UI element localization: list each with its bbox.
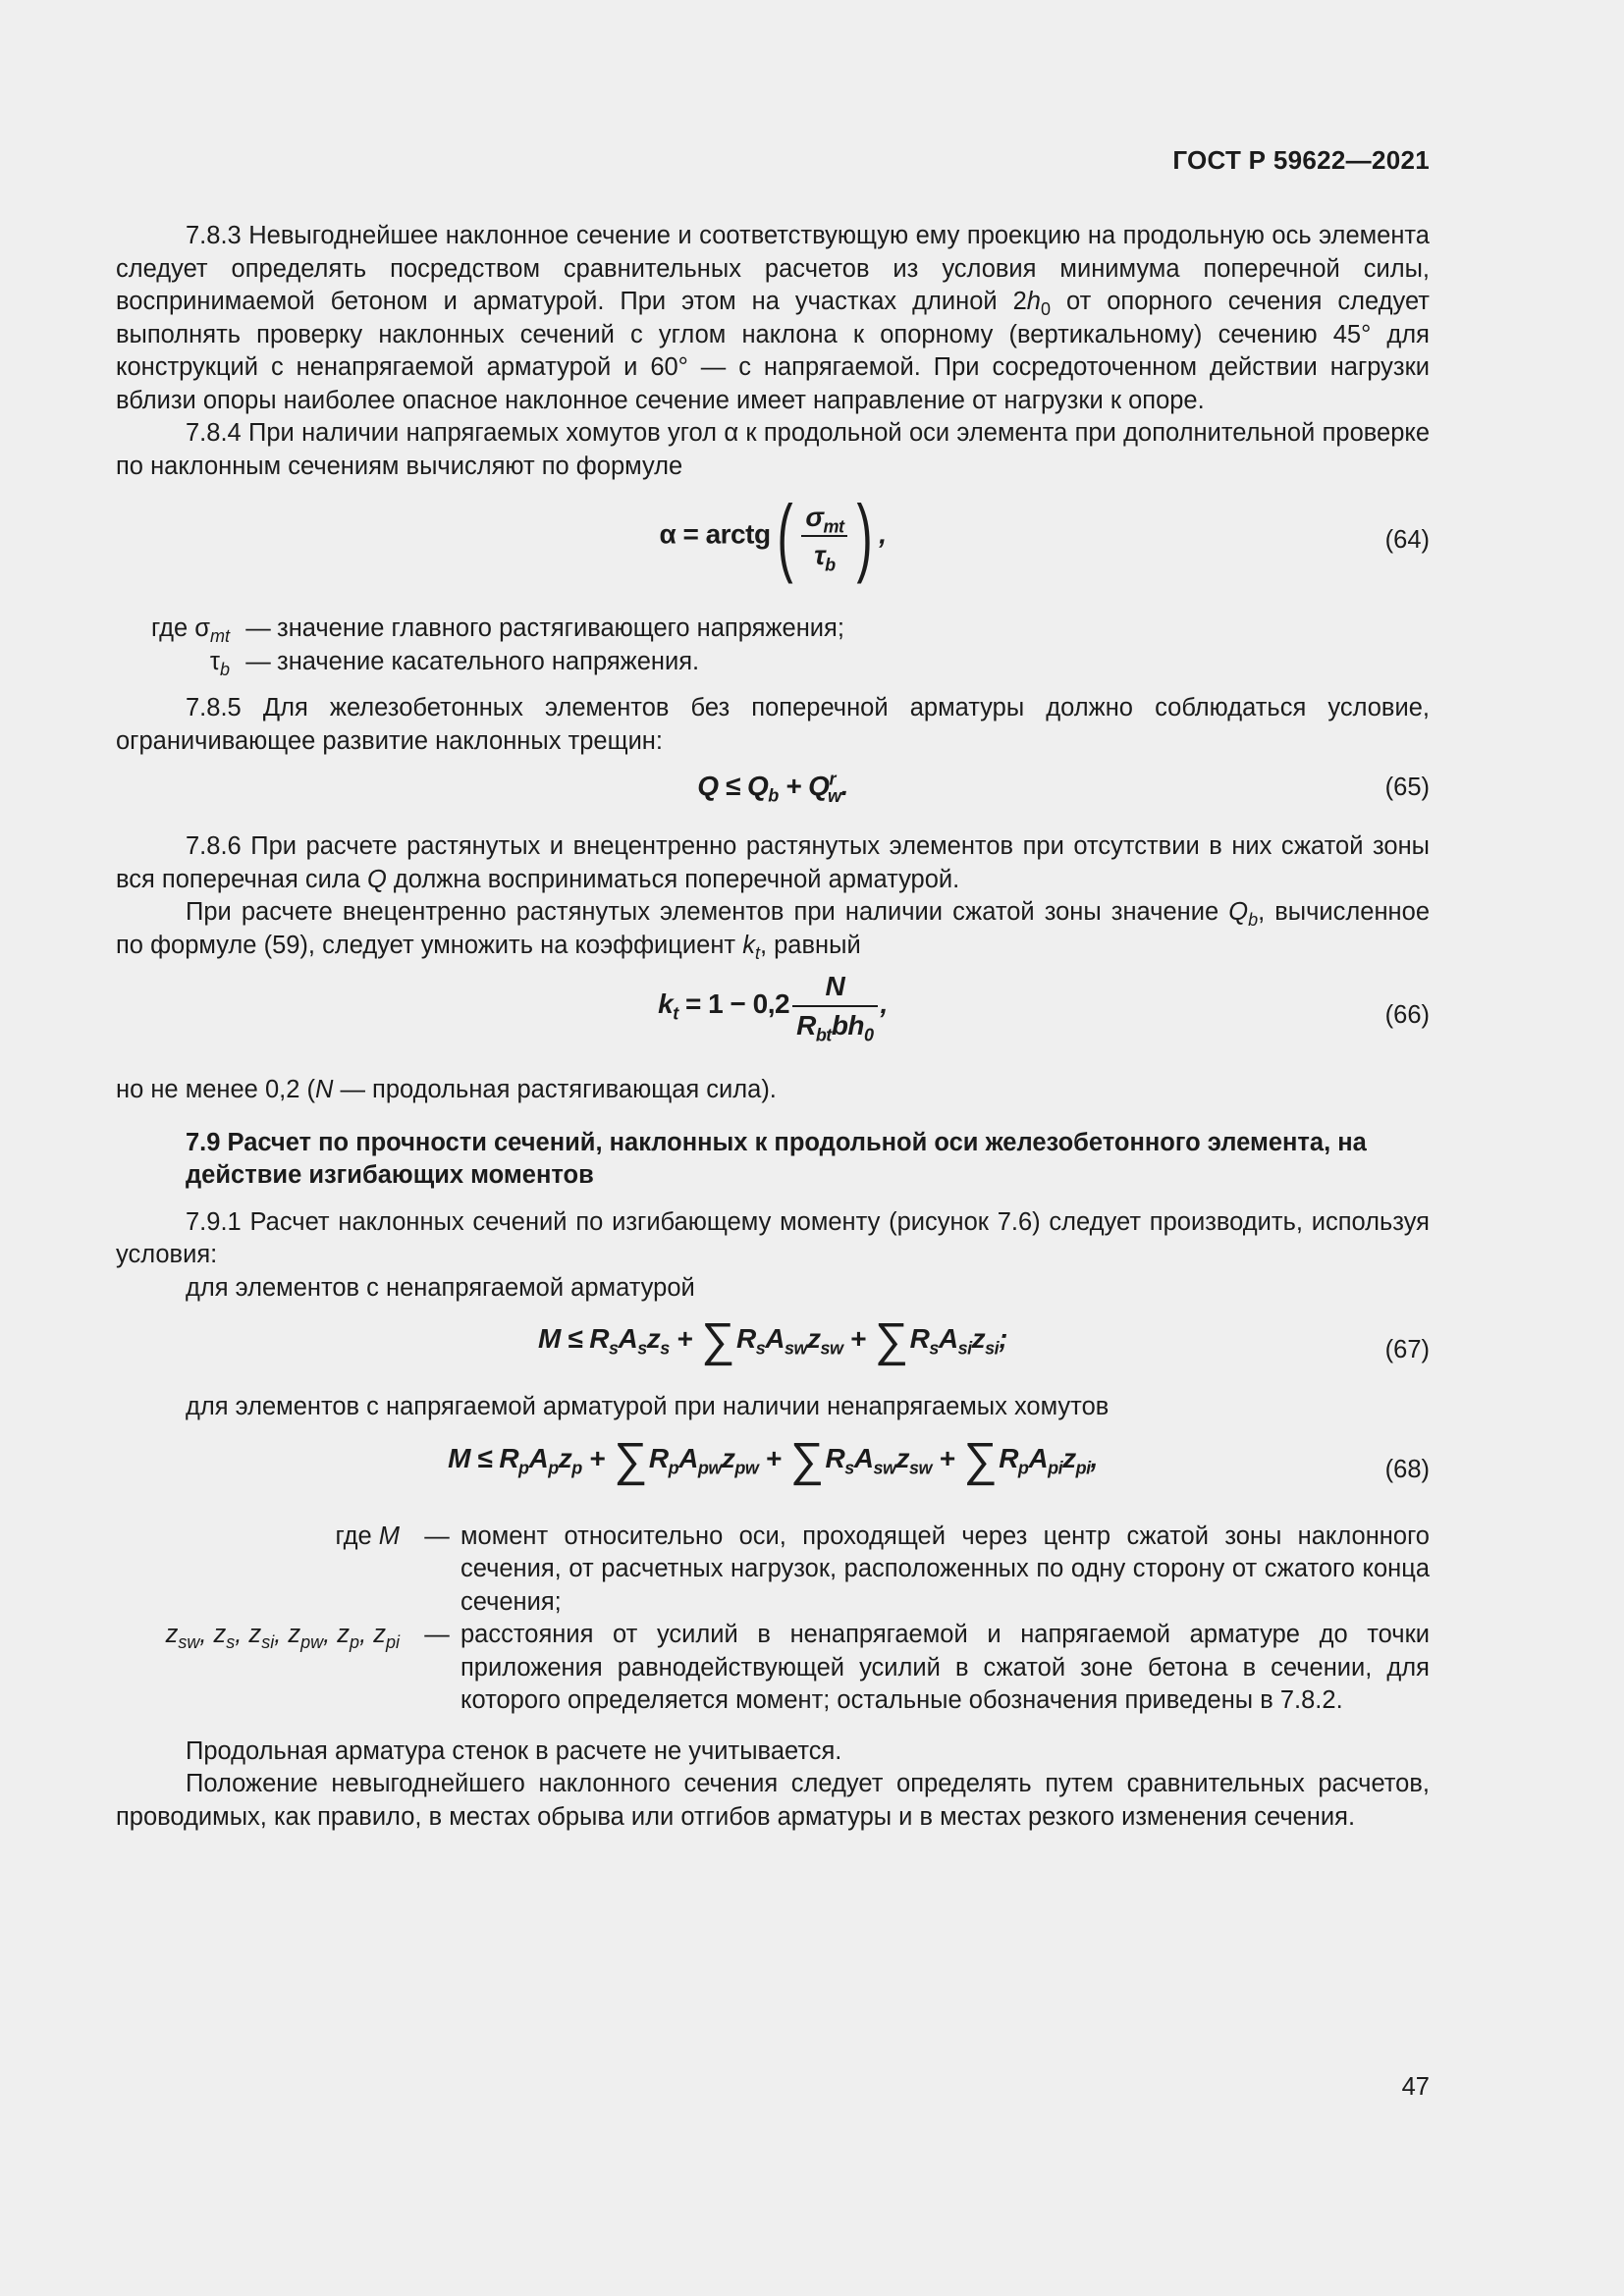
formula-68-expression: $M \le R_pA_pz_p + \sum R_pA_{pw}z_{pw} + \sum R_sA_{sw}z_{sw} + \sum R_pA_{pi}z_{pi}$,: [448, 1433, 1098, 1486]
formula-65-number: (65): [1384, 774, 1430, 801]
section-heading-7-9: 7.9 Расчет по прочности сечений, наклонных к продольной оси железобетонного элемента, на действие изгибающих моментов: [186, 1128, 1367, 1189]
formula-64: [116, 483, 1430, 599]
dash: —: [424, 1522, 450, 1550]
formula-67: [116, 1305, 1430, 1391]
formula-68-number: (68): [1384, 1455, 1430, 1483]
paragraph-7-9-1: 7.9.1 Расчет наклонных сечений по изгибающему моменту (рисунок 7.6) следует производить, используя условия:: [116, 1207, 1430, 1268]
paragraph-7-8-6-c: но не менее 0,2 (N — продольная растягивающая сила).: [116, 1076, 777, 1103]
paragraph-7-8-4: 7.8.4 При наличии напрягаемых хомутов угол α к продольной оси элемента при дополнительной проверке по наклонным сечениям вычисляют по формуле: [116, 419, 1430, 480]
formula-66-expression: $k_t = 1 - 0,2$ $\frac{N}{R_{bt}bh_0}$ ,: [658, 971, 888, 1045]
formula-67-expression: $M \le R_sA_sz_s + \sum R_sA_{sw}z_{sw} + \sum R_sA_{si}z_{si}$;: [538, 1314, 1007, 1366]
where-def-tau: значение касательного напряжения.: [277, 647, 700, 675]
formula-64-number: (64): [1384, 526, 1430, 554]
standard-header: ГОСТ Р 59622—2021: [1172, 145, 1430, 175]
where-symbol-tau: $\tau_b$: [209, 647, 230, 679]
where-block-64: [116, 613, 1430, 678]
where-symbol-M: где M: [335, 1522, 400, 1550]
where-def-z: расстояния от усилий в ненапрягаемой и напрягаемой арматуре до точки приложения равнодействующей усилий в сжатой зоне бетона в сечении, для которого определяется момент; остальные обозначения приведены в 7.8.2.: [460, 1621, 1430, 1714]
formula-65: [116, 758, 1430, 817]
paragraph-7-9-1-b: для элементов с ненапрягаемой арматурой: [186, 1273, 695, 1302]
formula-67-number: (67): [1384, 1336, 1430, 1363]
page-body: [116, 220, 1430, 1834]
formula-65-expression: $Q \le Q_b + Q^r_w$.: [697, 769, 848, 806]
where-symbol-sigma: где $\sigma_{mt}$: [150, 614, 230, 647]
formula-64-expression: α = arctg( $\frac{\sigma_{mt}}{\tau_b}$ ) ,: [659, 487, 887, 584]
paragraph-7-9-1-c: для элементов с напрягаемой арматурой при наличии ненапрягаемых хомутов: [186, 1393, 1110, 1420]
where-symbol-z: $z_{sw}$, $z_s$, $z_{si}$, $z_{pw}$, $z_p$, $z_{pi}$: [165, 1621, 400, 1653]
paragraph-7-8-6-b: При расчете внецентренно растянутых элементов при наличии сжатой зоны значение $Q_b$, вычисленное по формуле (59), следует умножить на коэффициент $k_t$, равный: [116, 898, 1430, 963]
paragraph-last-2: Положение невыгоднейшего наклонного сечения следует определять путем сравнительных расчетов, проводимых, как правило, в местах обрыва или отгибов арматуры и в местах резкого изменения сечения.: [116, 1770, 1430, 1831]
dash: —: [245, 647, 271, 675]
paragraph-7-8-6: 7.8.6 При расчете растянутых и внецентренно растянутых элементов при отсутствии в них сжатой зоны вся поперечная сила Q должна восприниматься поперечной арматурой.: [116, 832, 1430, 893]
formula-66: [116, 962, 1430, 1070]
paragraph-7-8-5: 7.8.5 Для железобетонных элементов без поперечной арматуры должно соблюдаться условие, ограничивающее развитие наклонных трещин:: [116, 694, 1430, 755]
formula-66-number: (66): [1384, 1001, 1430, 1029]
formula-68: [116, 1424, 1430, 1511]
where-def-M: момент относительно оси, проходящей через центр сжатой зоны наклонного сечения, от расчетных нагрузок, расположенных по одну сторону от сжатого конца сечения;: [460, 1522, 1430, 1616]
where-block-68: [116, 1521, 1430, 1718]
dash: —: [424, 1621, 450, 1648]
dash: —: [245, 614, 271, 642]
where-def-sigma: значение главного растягивающего напряжения;: [277, 614, 844, 642]
paragraph-last-1: Продольная арматура стенок в расчете не учитывается.: [186, 1736, 842, 1765]
page-number: 47: [1401, 2073, 1430, 2101]
paragraph-7-8-3: 7.8.3 Невыгоднейшее наклонное сечение и соответствующую ему проекцию на продольную ось элемента следует определять посредством сравнительных расчетов из условия минимума поперечной силы, воспринимаемой бетоном и арматурой. При этом на участках длиной $2h_0$ от опорного сечения следует выполнять проверку наклонных сечений с углом наклона к опорному (вертикальному) сечению 45° для конструкций с ненапрягаемой арматурой и 60° — с напрягаемой. При сосредоточенном действии нагрузки вблизи опоры наиболее опасное наклонное сечение имеет направление от нагрузки к опоре.: [116, 222, 1430, 414]
